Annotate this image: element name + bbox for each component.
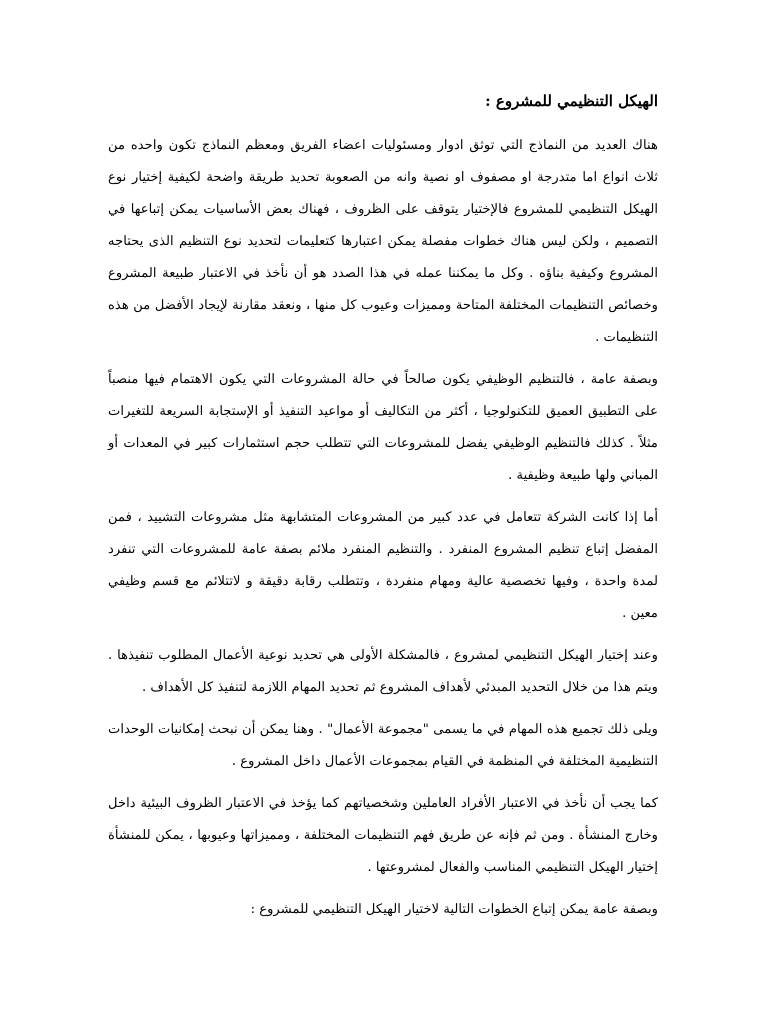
document-page [108,88,658,926]
paragraph-org-structure-intro: هناك العديد من النماذج التي توثق ادوار ومسئوليات اعضاء الفريق ومعظم النماذج تكون واحده من ثلاث انواع اما متدرجة او مصفوف او نصية وانه من الصعوبة تحديد طريقة واضحة لكيفية إختيار نوع الهيكل التنظيمي للمشروع فالإختيار يتوقف على الظروف ، فهناك بعض الأساسيات يمكن إتباعها في التصميم ، ولكن ليس هناك خطوات مفصلة يمكن اعتبارها كتعليمات لتحديد نوع التنظيم الذى يحتاجه المشروع وكيفية بناؤه . وكل ما يمكننا عمله في هذا الصدد هو أن نأخذ في الاعتبار طبيعة المشروع وخصائص التنظيمات المختلفة المتاحة ومميزات وعيوب كل منها ، ونعقد مقارنة لإيجاد الأفضل من هذه التنظيمات . [108,138,658,345]
paragraph-choosing-structure: وعند إختيار الهيكل التنظيمي لمشروع ، فالمشكلة الأولى هي تحديد نوعية الأعمال المطلوب تنفيذها . ويتم هذا من خلال التحديد المبدئي لأهداف المشروع ثم تحديد المهام اللازمة لتنفيذ كل الأهداف . [108,648,658,695]
paragraph-work-packages: ويلى ذلك تجميع هذه المهام في ما يسمى "مجموعة الأعمال" . وهنا يمكن أن نبحث إمكانيات الوحدات التنظيمية المختلفة في المنظمة في القيام بمجموعات الأعمال داخل المشروع . [108,722,658,769]
paragraph-people-and-environment: كما يجب أن نأخذ في الاعتبار الأفراد العاملين وشخصياتهم كما يؤخذ في الاعتبار الظروف البيئية داخل وخارج المنشأة . ومن ثم فإنه عن طريق فهم التنظيمات المختلفة ، ومميزاتها وعيوبها ، يمكن للمنشأة إختيار الهيكل التنظيمي المناسب والفعال لمشروعتها . [108,796,658,875]
paragraph-single-project-organization: أما إذا كانت الشركة تتعامل في عدد كبير من المشروعات المتشابهة مثل مشروعات التشييد ، فمن المفضل إتباع تنظيم المشروع المنفرد . والتنظيم المنفرد ملائم بصفة عامة للمشروعات التي تنفرد لمدة واحدة ، وفيها تخصصية عالية ومهام منفردة ، وتتطلب رقابة دقيقة و لاتتلائم مع قسم وظيفي معين . [108,510,658,621]
paragraph-functional-organization: وبصفة عامة ، فالتنظيم الوظيفي يكون صالحاً في حالة المشروعات التي يكون الاهتمام فيها منصباً على التطبيق العميق للتكنولوجيا ، أكثر من التكاليف أو مواعيد التنفيذ أو الإستجابة السريعة للتغيرات مثلاً . كذلك فالتنظيم الوظيفي يفضل للمشروعات التي تتطلب حجم استثمارات كبير في المعدات أو المباني ولها طبيعة وظيفية . [108,372,658,483]
paragraph-steps-intro: وبصفة عامة يمكن إتباع الخطوات التالية لاختيار الهيكل التنظيمي للمشروع : [250,902,658,917]
document-heading: الهيكل التنظيمي للمشروع : [485,92,658,110]
